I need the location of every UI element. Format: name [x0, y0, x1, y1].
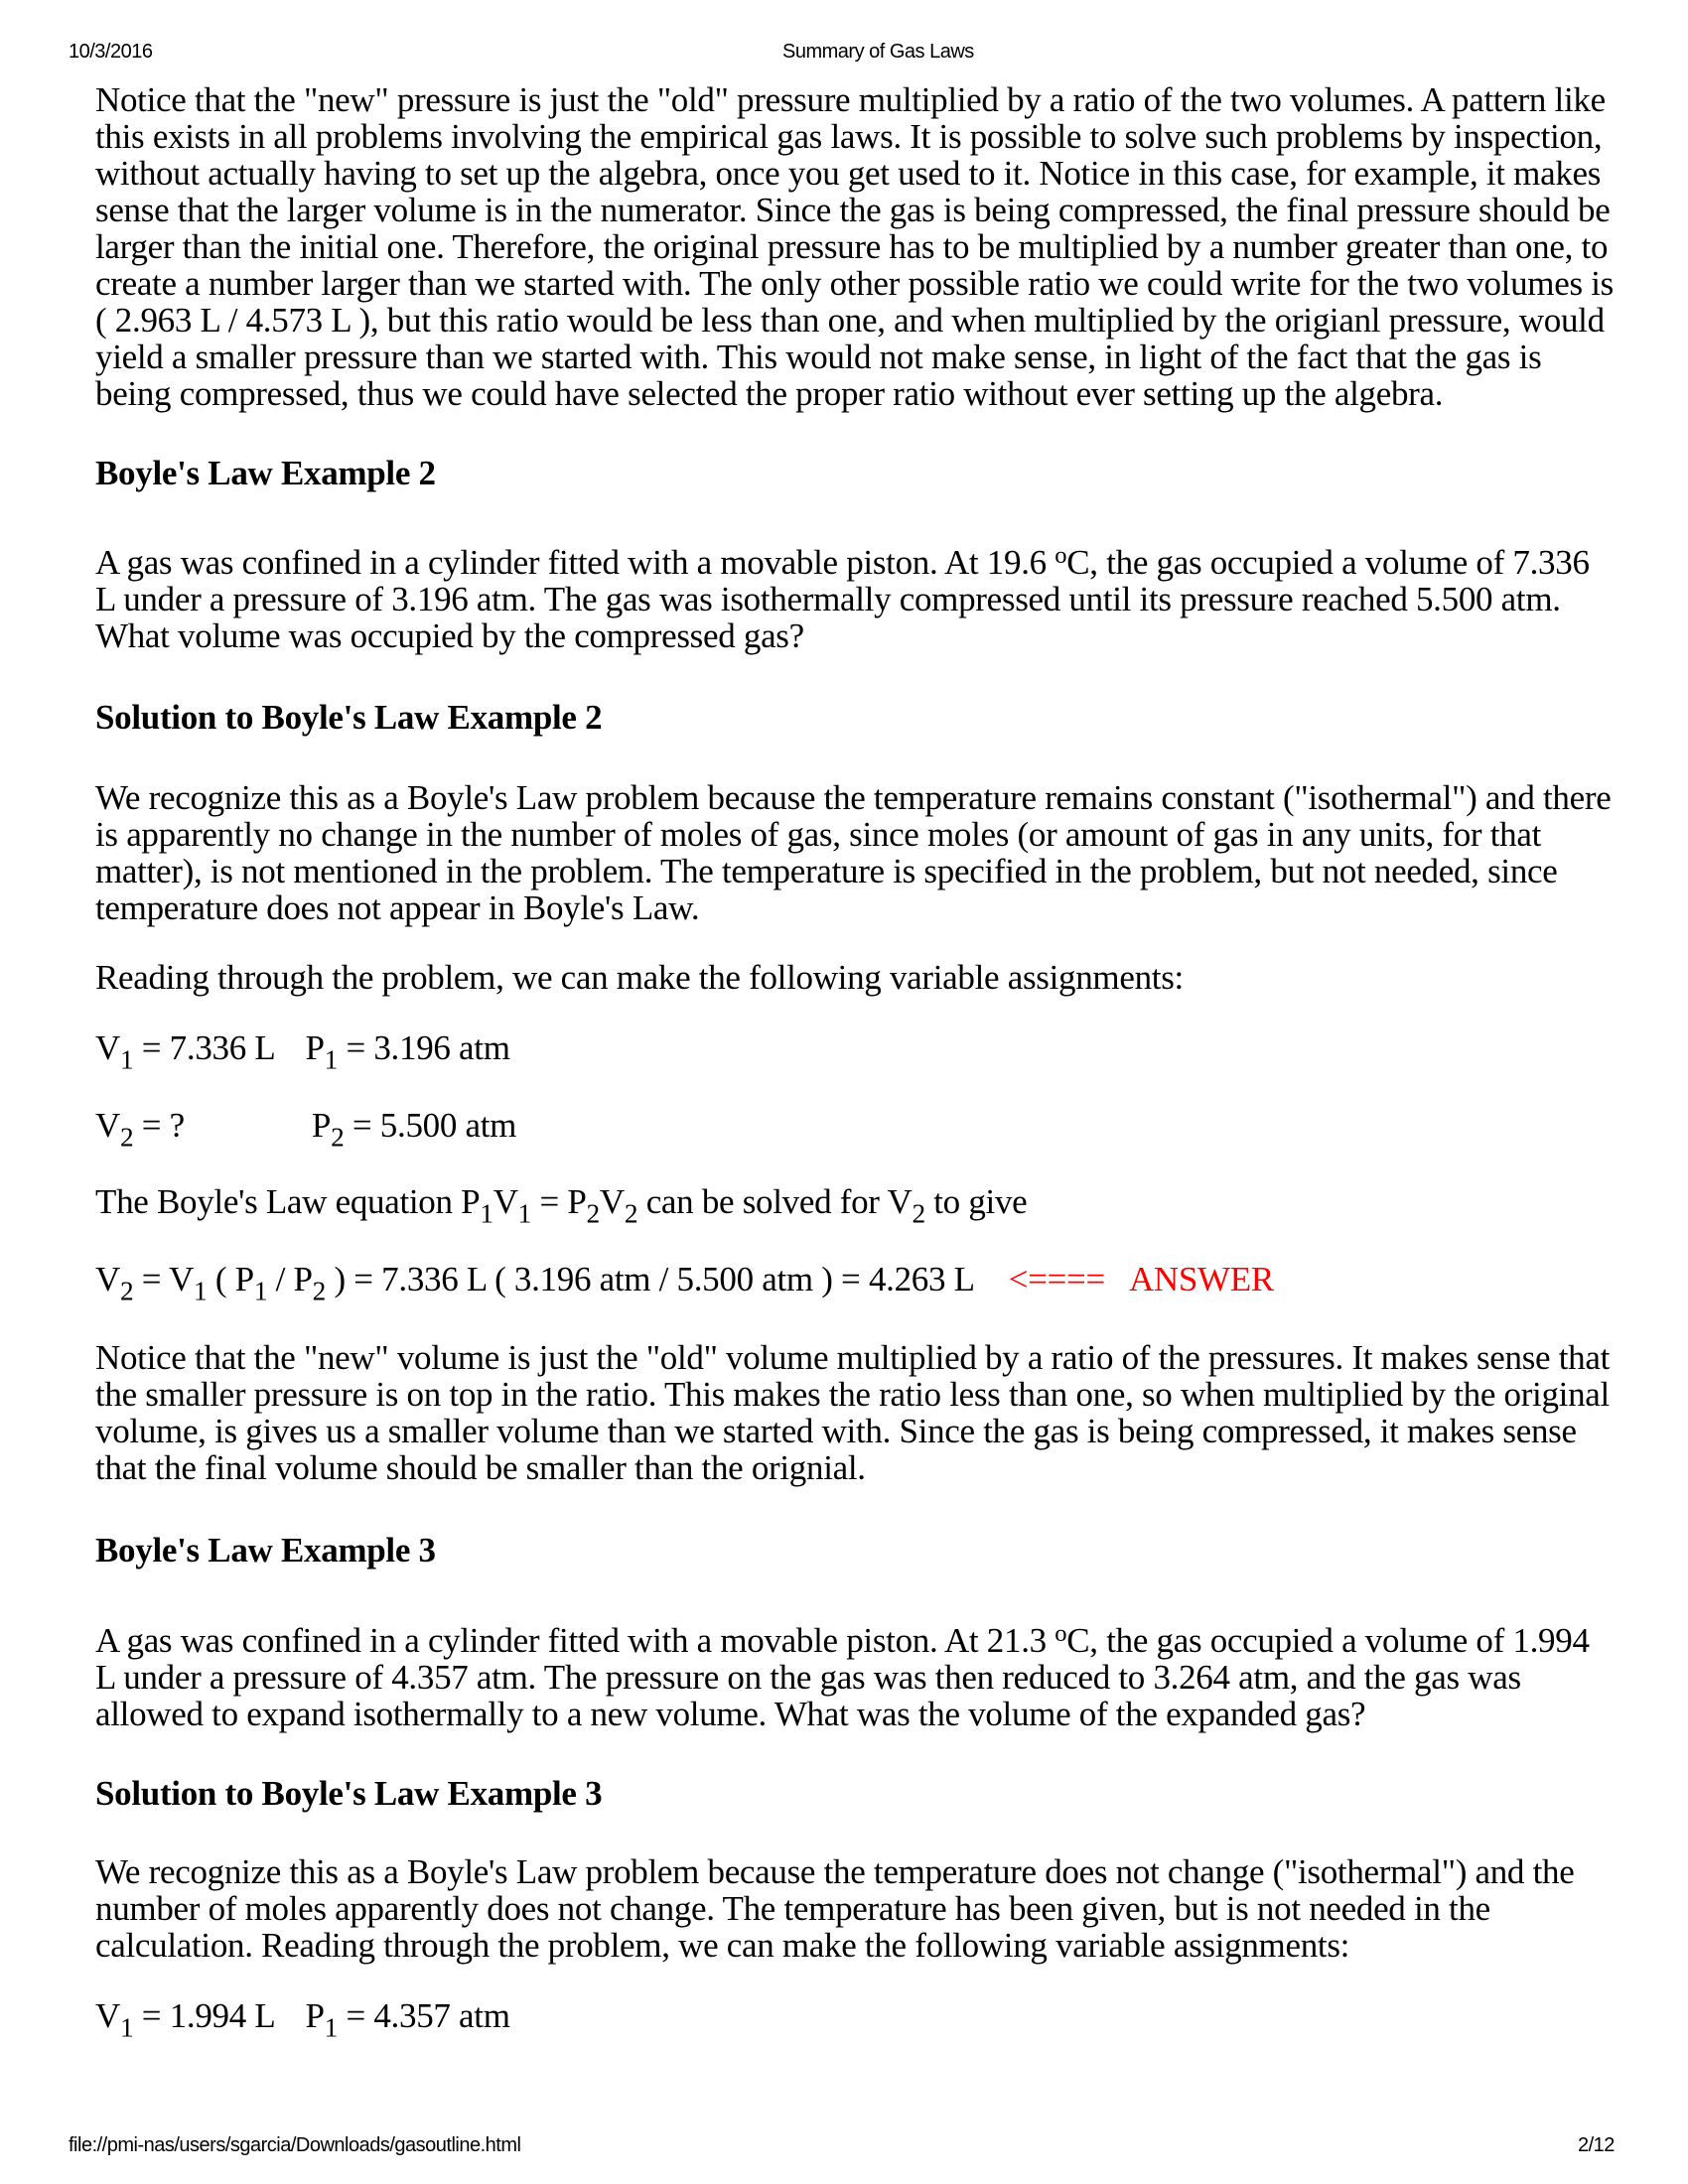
text-line: allowed to expand isothermally to a new volume. What was the volume of the expanded gas? [95, 1695, 1366, 1733]
example2-problem [95, 541, 1615, 655]
text-line: the smaller pressure is on top in the ratio. This makes the ratio less than one, so when multiplied by the original [95, 1375, 1610, 1414]
subscript: 2 [912, 1198, 925, 1229]
example2-answer-line [95, 1260, 1615, 1306]
answer-arrow-icon: <==== [1008, 1260, 1105, 1298]
subscript: 1 [194, 1276, 208, 1306]
text: C, the gas occupied a volume of 7.336 [1066, 543, 1590, 582]
example2-notice-paragraph [95, 1339, 1615, 1486]
text-line: ( 2.963 L / 4.573 L ), but this ratio would be less than one, and when multiplied by the origianl pressure, would [95, 301, 1605, 340]
text: = V [133, 1260, 195, 1298]
text: ( P [207, 1260, 254, 1298]
v2-symbol: V [95, 1106, 120, 1145]
subscript: 2 [312, 1276, 327, 1306]
p1-symbol: P [305, 1996, 325, 2035]
text: = P [531, 1182, 587, 1221]
text-line: matter), is not mentioned in the problem. The temperature is specified in the problem, but not needed, since [95, 852, 1558, 890]
v1-subscript: 1 [119, 2012, 134, 2043]
degree-symbol: o [1055, 1619, 1067, 1647]
text-line: Notice that the "new" volume is just the "old" volume multiplied by a ratio of the pressures. It makes sense that [95, 1338, 1611, 1377]
subscript: 2 [119, 1276, 134, 1306]
text: can be solved for V [637, 1182, 913, 1221]
subscript: 2 [624, 1198, 638, 1229]
text: C, the gas occupied a volume of 1.994 [1066, 1621, 1590, 1660]
text-line: is apparently no change in the number of moles of gas, since moles (or amount of gas in any units, for that [95, 815, 1542, 854]
example2-solution-paragraph [95, 779, 1615, 926]
text-line: number of moles apparently does not change. The temperature has been given, but is not needed in the [95, 1889, 1490, 1928]
subscript: 2 [586, 1198, 600, 1229]
text-line: yield a smaller pressure than we started with. This would not make sense, in light of the fact that the gas is [95, 338, 1542, 376]
example3-solution-heading: Solution to Boyle's Law Example 3 [95, 1774, 603, 1813]
page-title: Summary of Gas Laws [782, 41, 974, 63]
text-line: larger than the initial one. Therefore, the original pressure has to be multiplied by a number greater than one, to [95, 227, 1609, 266]
text-line: What volume was occupied by the compressed gas? [95, 616, 804, 655]
text: The Boyle's Law equation P [95, 1182, 481, 1221]
example2-equation-line [95, 1182, 1615, 1229]
answer-label: ANSWER [1128, 1260, 1274, 1298]
degree-symbol: o [1055, 541, 1067, 569]
text-line: L under a pressure of 4.357 atm. The pressure on the gas was then reduced to 3.264 atm, and the gas was [95, 1658, 1521, 1697]
text-line: Notice that the "new" pressure is just the "old" pressure multiplied by a ratio of the two volumes. A pattern like [95, 80, 1606, 119]
text-line: create a number larger than we started with. The only other possible ratio we could write for the two volumes is [95, 264, 1614, 303]
text-line: that the final volume should be smaller than the orignial. [95, 1448, 866, 1487]
text: V [599, 1182, 625, 1221]
p1-subscript: 1 [324, 2012, 338, 2043]
example2-assign-row2 [95, 1106, 1615, 1153]
text-line: We recognize this as a Boyle's Law problem because the temperature remains constant ("isothermal") and there [95, 778, 1612, 817]
page-number: 2/12 [1578, 2134, 1615, 2156]
text-line: calculation. Reading through the problem, we can make the following variable assignments: [95, 1926, 1350, 1965]
p1-subscript: 1 [324, 1044, 338, 1075]
example3-solution-paragraph [95, 1853, 1615, 1964]
p2-symbol: P [311, 1106, 332, 1145]
example3-heading: Boyle's Law Example 3 [95, 1531, 436, 1570]
v2-value: = ? [133, 1106, 185, 1145]
text-line: without actually having to set up the algebra, once you get used to it. Notice in this case, for example, it makes [95, 154, 1602, 193]
print-date: 10/3/2016 [69, 41, 153, 63]
v1-symbol: V [95, 1028, 120, 1067]
example2-assign-row1 [95, 1028, 1615, 1075]
v1-symbol: V [95, 1996, 120, 2035]
text-line: this exists in all problems involving the empirical gas laws. It is possible to solve such problems by inspection, [95, 117, 1603, 156]
text: ) = 7.336 L ( 3.196 atm / 5.500 atm ) = 4.263 L [326, 1260, 975, 1298]
text-line: L under a pressure of 3.196 atm. The gas was isothermally compressed until its pressure reached 5.500 atm. [95, 580, 1561, 618]
file-path: file://pmi-nas/users/sgarcia/Downloads/gasoutline.html [69, 2134, 521, 2156]
text: V [95, 1260, 120, 1298]
text-line: volume, is gives us a smaller volume than we started with. Since the gas is being compressed, it makes sense [95, 1412, 1577, 1450]
text: V [492, 1182, 518, 1221]
v1-value: = 1.994 L [133, 1996, 276, 2035]
v2-subscript: 2 [119, 1122, 134, 1153]
text-line [95, 541, 1615, 582]
example3-problem [95, 1619, 1615, 1733]
text: / P [267, 1260, 313, 1298]
text: to give [924, 1182, 1028, 1221]
p1-value: = 4.357 atm [338, 1996, 510, 2035]
subscript: 1 [253, 1276, 268, 1306]
text: A gas was confined in a cylinder fitted with a movable piston. At 19.6 [95, 543, 1055, 582]
subscript: 1 [517, 1198, 532, 1229]
example2-heading: Boyle's Law Example 2 [95, 454, 436, 492]
p2-value: = 5.500 atm [344, 1106, 517, 1145]
p2-subscript: 2 [331, 1122, 345, 1153]
intro-paragraph [95, 81, 1615, 412]
text-line: We recognize this as a Boyle's Law problem because the temperature does not change ("isothermal") and the [95, 1852, 1575, 1891]
example2-solution-heading: Solution to Boyle's Law Example 2 [95, 698, 603, 737]
v1-value: = 7.336 L [133, 1028, 276, 1067]
example3-assign-row1 [95, 1996, 1615, 2043]
p1-symbol: P [305, 1028, 325, 1067]
example2-reading-line: Reading through the problem, we can make the following variable assignments: [95, 958, 1184, 997]
text-line: sense that the larger volume is in the numerator. Since the gas is being compressed, the final pressure should be [95, 191, 1611, 229]
text-line: temperature does not appear in Boyle's Law. [95, 888, 700, 927]
p1-value: = 3.196 atm [338, 1028, 510, 1067]
text: A gas was confined in a cylinder fitted with a movable piston. At 21.3 [95, 1621, 1055, 1660]
text-line [95, 1619, 1615, 1660]
subscript: 1 [480, 1198, 493, 1229]
v1-subscript: 1 [119, 1044, 134, 1075]
text-line: being compressed, thus we could have selected the proper ratio without ever setting up the algebra. [95, 374, 1444, 413]
